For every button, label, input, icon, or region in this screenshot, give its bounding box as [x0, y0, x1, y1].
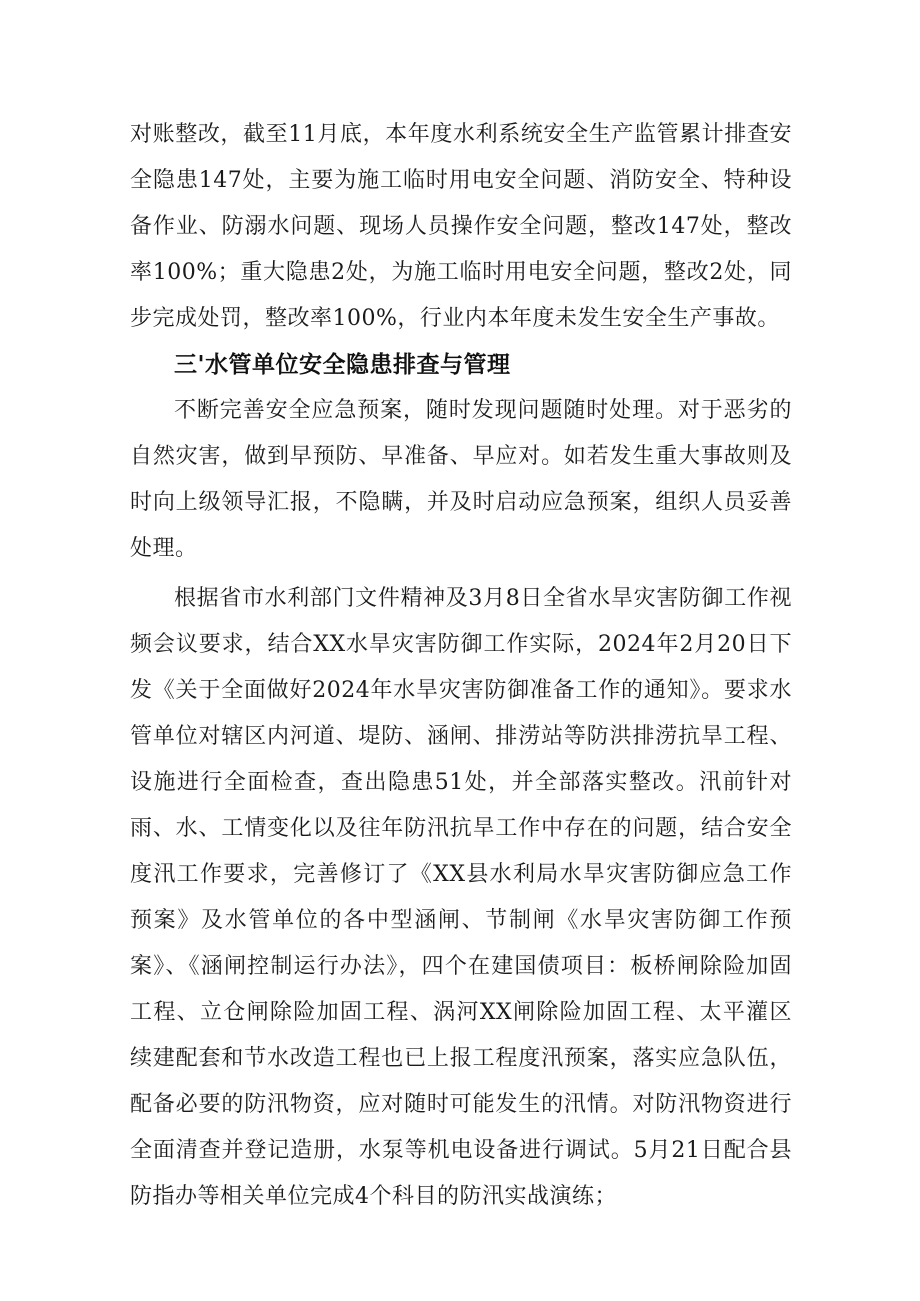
paragraph-flood-defense: 根据省市水利部门文件精神及3月8日全省水旱灾害防御工作视频会议要求，结合XX水旱灾害防御工作实际，2024年2月20日下发《关于全面做好2024年水旱灾害防御准备工作的通知》。要求水管单位对辖区内河道、堤防、涵闸、排涝站等防洪排涝抗旱工程、设施进行全面检查，查出隐患51处，并全部落实整改。汛前针对雨、水、工情变化以及往年防汛抗旱工作中存在的问题，结合安全度汛工作要求，完善修订了《XX县水利局水旱灾害防御应急工作预案》及水管单位的各中型涵闸、节制闸《水旱灾害防御工作预案》、《涵闸控制运行办法》，四个在建国债项目：板桥闸除险加固工程、立仓闸除险加固工程、涡河XX闸除险加固工程、太平灌区续建配套和节水改造工程也已上报工程度汛预案，落实应急队伍，配备必要的防汛物资，应对随时可能发生的汛情。对防汛物资进行全面清查并登记造册，水泵等机电设备进行调试。5月21日配合县防指办等相关单位完成4个科目的防汛实战演练； — [130, 586, 792, 1209]
document-body — [130, 112, 792, 1220]
paragraph-safety-rectification: 对账整改，截至11月底，本年度水利系统安全生产监管累计排查安全隐患147处，主要为施工临时用电安全问题、消防安全、特种设备作业、防溺水问题、现场人员操作安全问题，整改147处，整改率100%；重大隐患2处，为施工临时用电安全问题，整改2处，同步完成处罚，整改率100%，行业内本年度未发生安全生产事故。 — [130, 122, 792, 331]
section-heading-3: 三'水管单位安全隐患排查与管理 — [174, 352, 511, 378]
paragraph-emergency-plan: 不断完善安全应急预案，随时发现问题随时处理。对于恶劣的自然灾害，做到早预防、早准备、早应对。如若发生重大事故则及时向上级领导汇报，不隐瞒，并及时启动应急预案，组织人员妥善处理。 — [130, 398, 792, 561]
